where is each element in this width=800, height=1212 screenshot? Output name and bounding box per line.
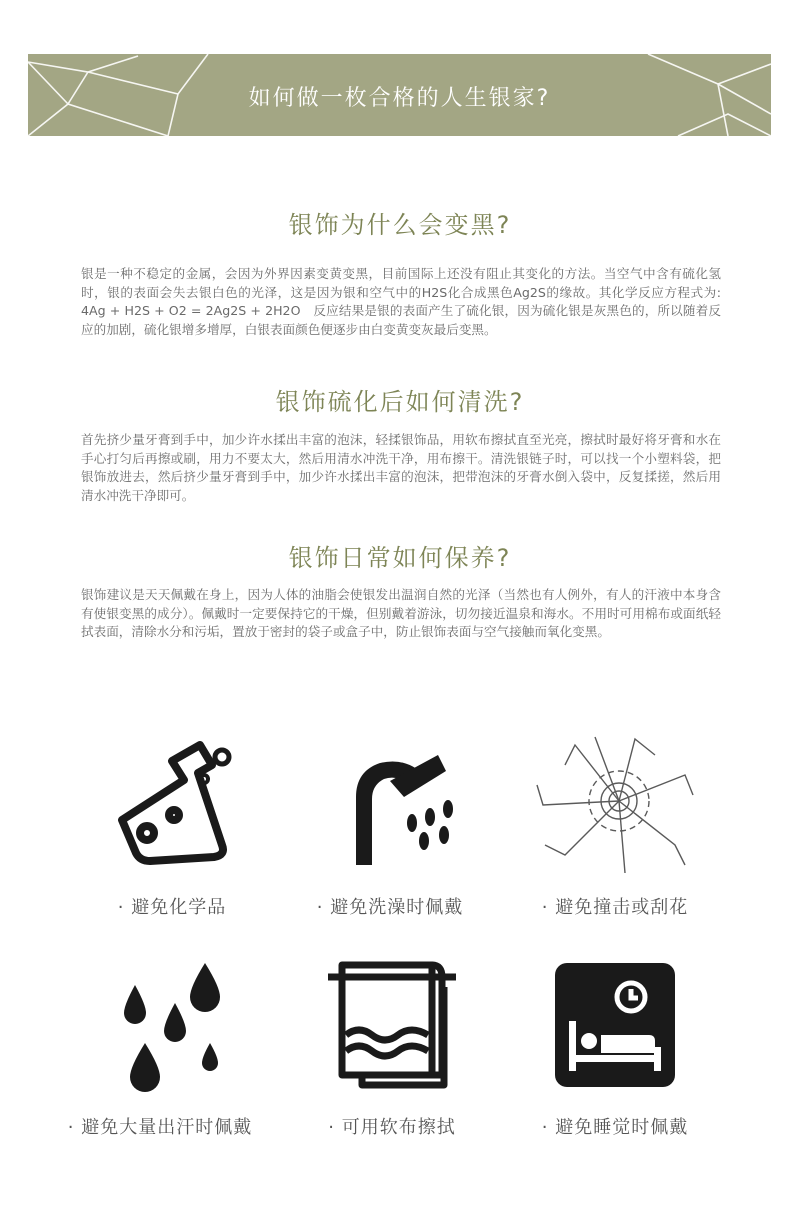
warning-item-sleep	[505, 955, 725, 1145]
section-body-care: 银饰建议是天天佩戴在身上，因为人体的油脂会使银发出温润自然的光泽（当然也有人例外，有人的汗液中本身含有使银变黑的成分）。佩戴时一定要保持它的干燥，但别戴着游泳，切勿接近温泉和海水。不用时可用棉布或面纸轻拭表面，清除水分和污垢，置放于密封的袋子或盒子中，防止银饰表面与空气接触而氧化变黑。	[81, 587, 721, 639]
warning-item-impact	[505, 735, 725, 925]
shower-icon	[320, 735, 460, 875]
warning-label-impact: · 避免撞击或刮花	[541, 897, 689, 918]
section-body-cleaning: 首先挤少量牙膏到手中，加少许水揉出丰富的泡沫，轻揉银饰品，用软布擦拭直至光亮，擦拭时最好将牙膏和水在手心打匀后再擦或刷，用力不要太大，然后用清水冲洗干净，用布擦干。清洗银链子时，可以找一个小塑料袋，把银饰放进去，然后挤少量牙膏到手中，加少许水揉出丰富的泡沫，把带泡沫的牙膏水倒入袋中，反复揉搓，然后用清水冲洗干净即可。	[81, 432, 721, 503]
section-title-care: 银饰日常如何保养?	[288, 544, 512, 572]
sweat-drops-icon	[90, 955, 230, 1095]
warning-item-soft-cloth	[282, 955, 502, 1145]
section-title-cleaning: 银饰硫化后如何清洗?	[275, 388, 525, 416]
warning-item-sweat	[50, 955, 270, 1145]
section-title-why-black: 银饰为什么会变黑?	[288, 211, 512, 239]
warning-label-sleep: · 避免睡觉时佩戴	[541, 1117, 689, 1138]
towel-icon	[322, 955, 462, 1095]
cracked-glass-icon	[535, 735, 695, 875]
warning-label-sweat: · 避免大量出汗时佩戴	[67, 1117, 253, 1138]
sleep-bed-icon	[545, 955, 685, 1095]
banner-title: 如何做一枚合格的人生银家?	[248, 86, 551, 111]
warning-item-shower	[280, 735, 500, 925]
warning-item-chemicals	[62, 735, 282, 925]
header-banner	[28, 54, 771, 136]
section-body-why-black: 银是一种不稳定的金属，会因为外界因素变黄变黑，目前国际上还没有阻止其变化的方法。当空气中含有硫化氢时，银的表面会失去银白色的光泽，这是因为银和空气中的H2S化合成黑色Ag2S的缘故。其化学反应方程式为: 4Ag + H2S + O2 = 2Ag2S + 2H2O 反应结果是银的表面产生了硫化银，因为硫化银是灰黑色的，所以随着反应的加剧，硫化银增多增厚，白银表面颜色便逐步由白变黄变灰最后变黑。	[81, 266, 721, 337]
warning-label-shower: · 避免洗澡时佩戴	[316, 897, 464, 918]
warning-label-chemicals: · 避免化学品	[117, 897, 227, 918]
warning-label-soft-cloth: · 可用软布擦拭	[328, 1117, 456, 1138]
chemical-flask-icon	[102, 735, 242, 875]
